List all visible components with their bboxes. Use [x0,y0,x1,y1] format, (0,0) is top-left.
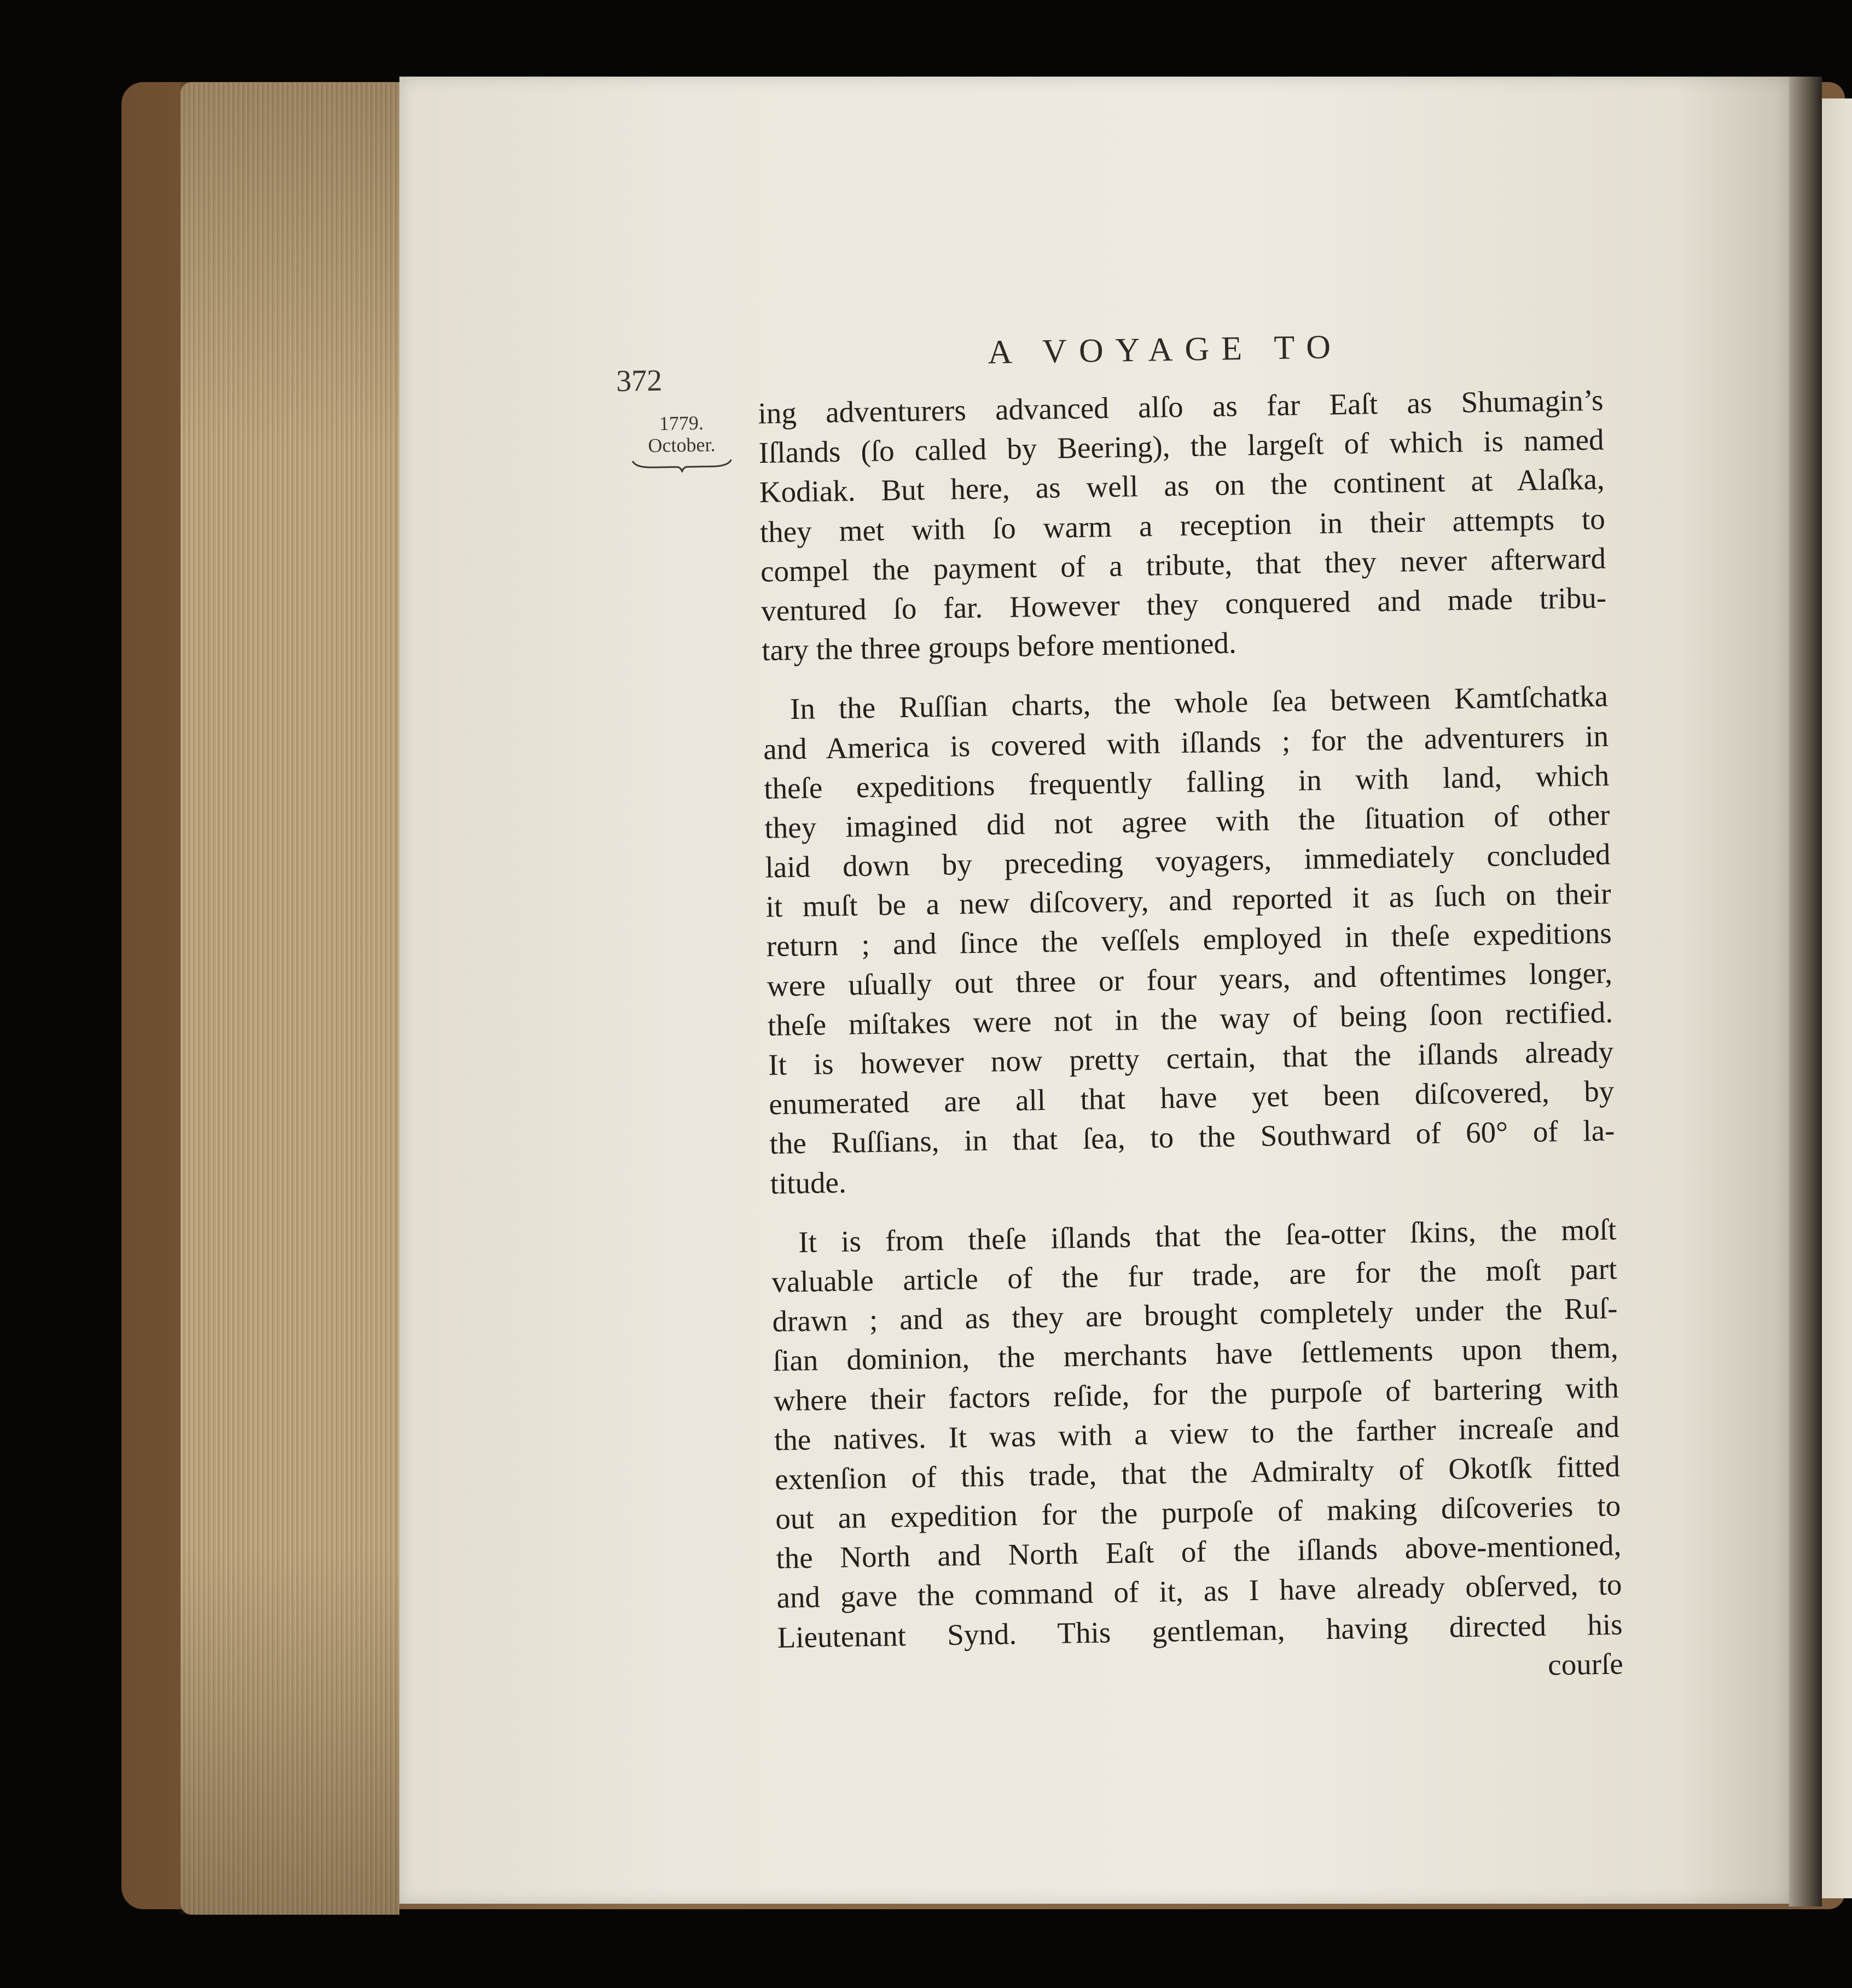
text-line: and America is covered with iſlands ; for the adventurers in [763,719,1609,766]
text-line: titude. [770,1165,847,1200]
text-line: valuable article of the fur trade, are for the moſt part [771,1252,1617,1299]
text-line: ſian dominion, the merchants have ſettlements upon them, [773,1330,1619,1378]
text-line: ing adventurers advanced alſo as far Eaſt as Shumagin’s [758,383,1604,430]
text-line: extenſion of this trade, that the Admiralty of Okotſk fitted [774,1449,1621,1496]
text-line: laid down by preceding voyagers, immediately concluded [765,837,1611,884]
text-line: enumerated are all that have yet been diſcovered, by [768,1074,1615,1121]
text-line: return ; and ſince the veſſels employed in theſe expeditions [766,916,1612,963]
text-line: Iſlands (ſo called by Beering), the largeſt of which is named [758,422,1604,470]
text-line: they met with ſo warm a reception in their attempts to [759,502,1606,549]
text-line: they imagined did not agree with the ſituation of other [764,798,1610,845]
page-edges-shade [181,82,399,1915]
margin-note [629,411,734,473]
text-line: the North and North Eaſt of the iſlands above-mentioned, [775,1528,1622,1575]
text-line: the natives. It was with a view to the farther increaſe and [774,1410,1620,1457]
text-line: Kodiak. But here, as well as on the continent at Alaſka, [759,462,1605,509]
paragraph-container [758,381,1623,1658]
book-gutter [1789,77,1822,1906]
text-line: Lieutenant Synd. This gentleman, having directed his [777,1607,1623,1654]
text-line: tary the three groups before mentioned. [761,626,1237,667]
text-line: the Ruſſians, in that ſea, to the Southward of 60° of la- [769,1113,1615,1161]
text-line: out an expedition for the purpoſe of making diſcoveries to [775,1489,1621,1536]
margin-note-year: 1779. [659,411,704,435]
page-number: 372 [616,363,663,398]
text-line: compel the payment of a tribute, that they never afterward [760,541,1606,588]
running-title: A VOYAGE TO [987,328,1343,371]
text-line: theſe expeditions frequently falling in with land, which [763,758,1610,805]
text-line: drawn ; and as they are brought completely under the Ruſ- [772,1291,1618,1338]
catchword: courſe [1547,1647,1624,1682]
text-line: and gave the command of it, as I have already obſerved, to [776,1567,1622,1615]
text-line: ventured ſo far. However they conquered and made tribu- [760,580,1607,627]
body-text [758,381,1623,1697]
text-line: theſe miſtakes were not in the way of being ſoon rectified. [767,995,1613,1042]
text-line: In the Ruſſian charts, the whole ſea between Kamtſchatka [789,679,1609,726]
text-line: where their factors reſide, for the purpoſe of bartering with [773,1370,1619,1417]
margin-note-month: October. [648,433,716,457]
text-line: were uſually out three or four years, and oftentimes longer, [767,956,1613,1003]
text-line: It is however now pretty certain, that the iſlands already [768,1034,1614,1082]
brace-ornament [630,455,734,473]
right-page-edge [1822,98,1852,1898]
text-line: It is from theſe iſlands that the ſea-otter ſkins, the moſt [798,1212,1617,1259]
text-line: it muſt be a new diſcovery, and reported it as ſuch on their [765,876,1612,924]
